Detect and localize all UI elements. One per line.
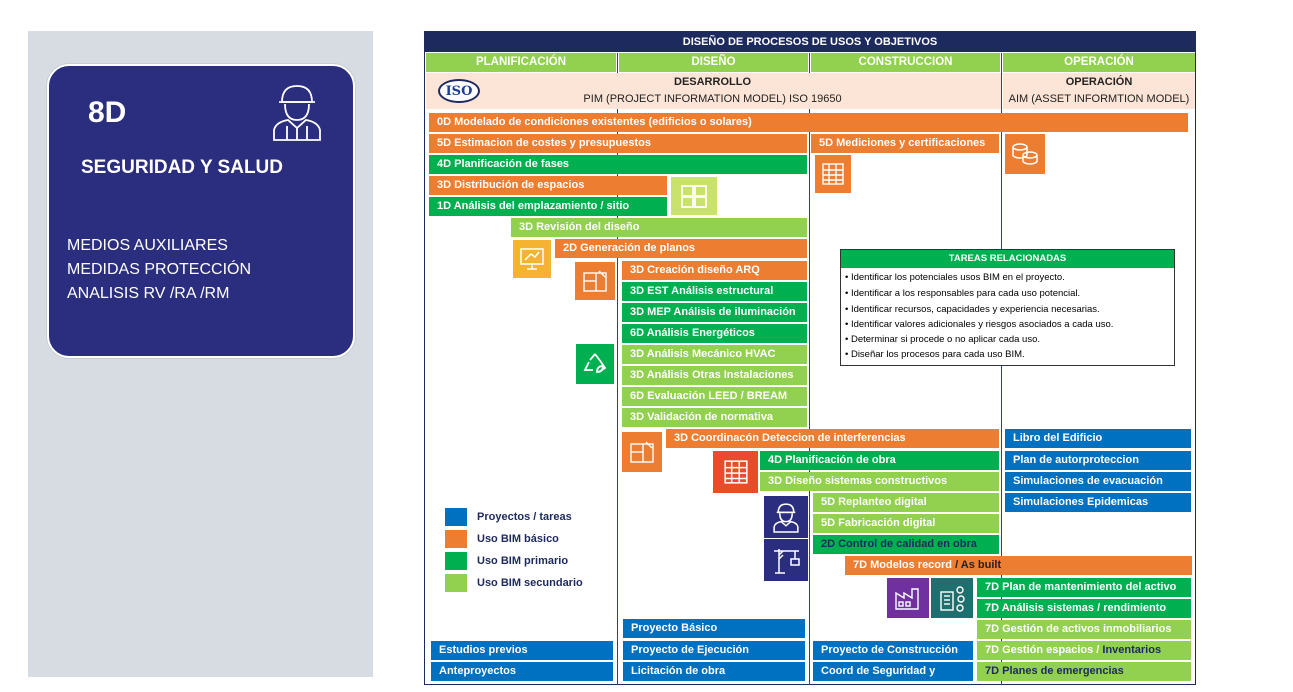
smart-building-icon: [931, 578, 973, 618]
coins-icon: [1005, 134, 1045, 174]
spreadsheet-icon: [815, 155, 851, 193]
legend-label: Uso BIM básico: [477, 533, 559, 545]
legend-swatch-orange: [445, 530, 467, 548]
task-item: • Identificar los potenciales usos BIM en el proyecto.: [845, 272, 1065, 283]
project-licitacion: Licitación de obra: [623, 662, 805, 681]
spreadsheet-icon: [713, 451, 758, 493]
worker-helmet-icon: [764, 496, 808, 538]
legend-swatch-dark-green: [445, 552, 467, 570]
use-3d-sistemas: 3D Diseño sistemas constructivos: [760, 472, 999, 491]
use-4d-fases: 4D Planificación de fases: [429, 155, 807, 174]
floor-plan-icon: [622, 432, 662, 472]
blueprint-monitor-icon: [513, 240, 551, 278]
use-3d-espacios: 3D Distribución de espacios: [429, 176, 667, 195]
iso-logo: ISO: [438, 79, 480, 103]
use-7d-inventarios-label: Inventarios: [1102, 644, 1162, 656]
project-ejecucion: Proyecto de Ejecución: [623, 641, 805, 660]
use-7d-espacios-label: 7D Gestión espacios /: [985, 644, 1100, 656]
operation-item: Libro del Edificio: [1005, 429, 1191, 448]
card-item: ANALISIS RV /RA /RM: [67, 285, 230, 302]
floor-plan-icon: [575, 262, 615, 300]
card-item: MEDIDAS PROTECCIÓN: [67, 261, 252, 278]
card-item: MEDIOS AUXILIARES: [67, 237, 228, 254]
use-2d-calidad: 2D Control de calidad en obra: [813, 535, 999, 554]
use-3d-mep: 3D MEP Análisis de iluminación: [622, 303, 807, 322]
use-5d-replanteo: 5D Replanteo digital: [813, 493, 999, 512]
phase-diseno: DISEÑO: [619, 53, 808, 72]
use-6d-energeticos: 6D Análisis Energéticos: [622, 324, 807, 343]
use-6d-leed: 6D Evaluación LEED / BREAM: [622, 387, 807, 406]
legend-swatch-light-green: [445, 574, 467, 592]
worker-helmet-icon: [270, 80, 324, 142]
card-title: SEGURIDAD Y SALUD: [81, 157, 283, 178]
use-5d-mediciones: 5D Mediciones y certificaciones: [811, 134, 999, 153]
operacion-label: OPERACIÓN: [1065, 76, 1133, 88]
tareas-title: TAREAS RELACIONADAS: [841, 250, 1174, 268]
operation-item: Simulaciones de evacuación: [1005, 472, 1191, 491]
use-7d-emergencias: 7D Planes de emergencias: [977, 662, 1191, 681]
card-code: 8D: [88, 96, 127, 129]
project-estudios: Estudios previos: [431, 641, 613, 660]
task-item: • Diseñar los procesos para cada uso BIM.: [845, 349, 1025, 360]
project-anteproyectos: Anteproyectos: [431, 662, 613, 681]
project-coord-seguridad: Coord de Seguridad y: [813, 662, 973, 681]
project-construccion: Proyecto de Construcción: [813, 641, 973, 660]
aim-label: AIM (ASSET INFORMTION MODEL): [1008, 93, 1190, 105]
use-7d-mantenimiento: 7D Plan de mantenimiento del activo: [977, 578, 1191, 597]
use-3d-hvac: 3D Análisis Mecánico HVAC: [622, 345, 807, 364]
use-5d-costes: 5D Estimacion de costes y presupuestos: [429, 134, 807, 153]
operation-item: Plan de autorproteccion: [1005, 451, 1191, 470]
phase-operacion: OPERACIÓN: [1003, 53, 1195, 72]
factory-icon: [887, 578, 929, 618]
use-4d-obra: 4D Planificación de obra: [760, 451, 999, 470]
operation-item: Simulaciones Epidemicas: [1005, 493, 1191, 512]
use-7d-record: [845, 556, 1192, 575]
use-7d-activos: 7D Gestión de activos inmobiliarios: [977, 620, 1191, 639]
use-3d-otras: 3D Análisis Otras Instalaciones: [622, 366, 807, 385]
puzzle-icon: [671, 177, 717, 215]
diagram-title: DISEÑO DE PROCESOS DE USOS Y OBJETIVOS: [425, 32, 1195, 52]
use-3d-arq: 3D Creación diseño ARQ: [622, 261, 807, 280]
project-basico: Proyecto Básico: [623, 619, 805, 638]
phase-planificacion: PLANIFICACIÓN: [426, 53, 616, 72]
task-item: • Identificar recursos, capacidades y experiencia necesarias.: [845, 304, 1100, 315]
use-2d-planos: 2D Generación de planos: [555, 239, 807, 258]
use-5d-fabricacion: 5D Fabricación digital: [813, 514, 999, 533]
task-item: • Identificar valores adicionales y riesgos asociados a cada uso.: [845, 319, 1114, 330]
use-7d-sistemas: 7D Análisis sistemas / rendimiento: [977, 599, 1191, 618]
column-divider: [809, 53, 810, 685]
legend-label: Uso BIM secundario: [477, 577, 583, 589]
use-7d-espacios: [977, 641, 1191, 660]
use-3d-revision: 3D Revisión del diseño: [511, 218, 807, 237]
legend-swatch-blue: [445, 508, 467, 526]
use-3d-coordinacion: 3D Coordinacón Deteccion de interferencias: [666, 429, 999, 448]
task-item: • Identificar a los responsables para cada uso potencial.: [845, 288, 1081, 299]
use-1d-emplazamiento: 1D Análisis del emplazamiento / sitio: [429, 197, 667, 216]
recycle-leaf-icon: [576, 344, 614, 384]
legend-label: Proyectos / tareas: [477, 511, 572, 523]
crane-icon: [764, 539, 808, 581]
use-3d-normativa: 3D Validación de normativa: [622, 408, 807, 427]
use-7d-record-label: 7D Modelos record: [853, 559, 953, 571]
task-item: • Determinar si procede o no aplicar cada uso.: [845, 334, 1041, 345]
phase-construccion: CONSTRUCCION: [811, 53, 1000, 72]
use-0d: 0D Modelado de condiciones existentes (edificios o solares): [429, 113, 1188, 132]
pim-label: PIM (PROJECT INFORMATION MODEL) ISO 19650: [583, 93, 842, 105]
desarrollo-label: DESARROLLO: [674, 76, 751, 88]
legend-label: Uso BIM primario: [477, 555, 569, 567]
use-3d-est: 3D EST Análisis estructural: [622, 282, 807, 301]
use-7d-asbuilt-label: / As built: [955, 559, 1002, 571]
